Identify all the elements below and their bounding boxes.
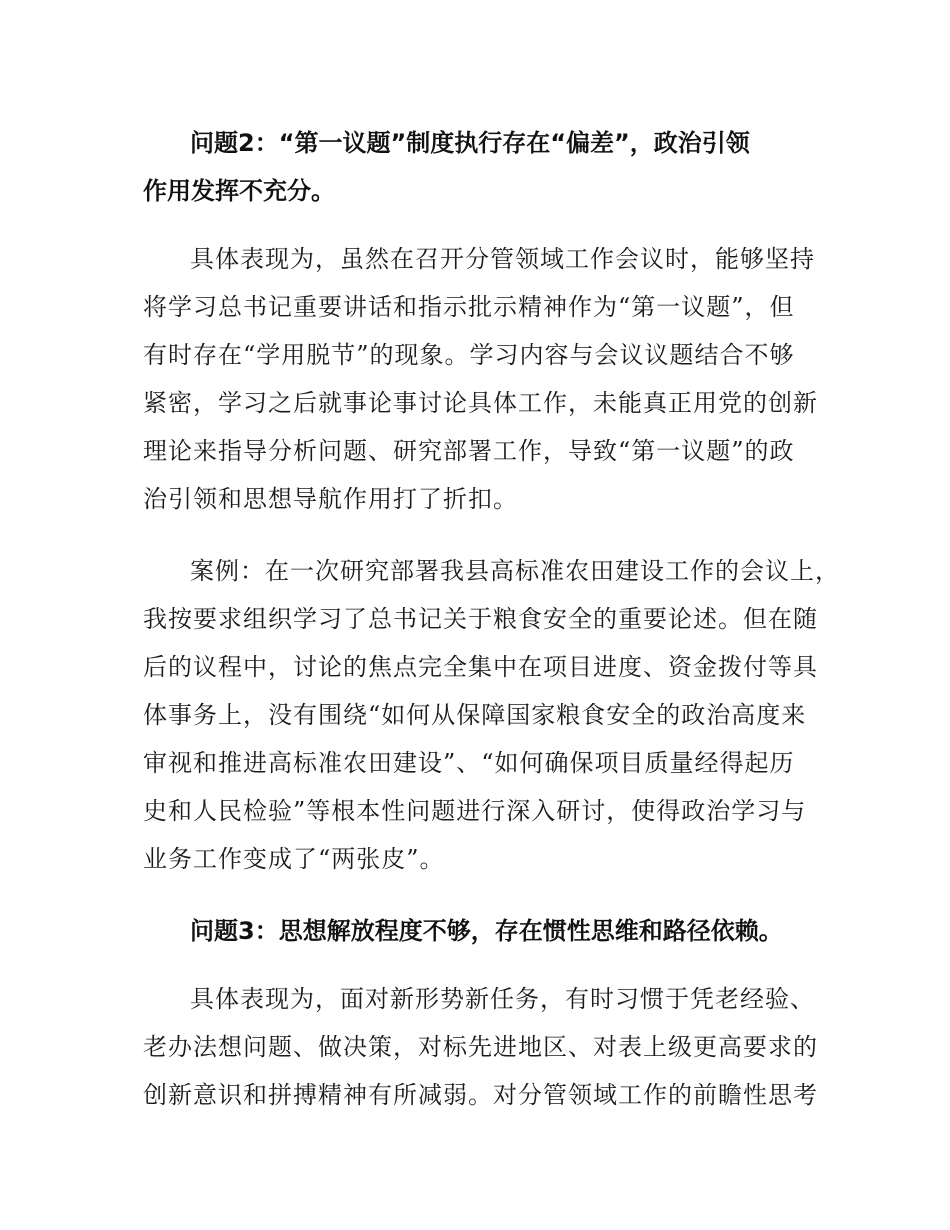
- paragraph-line: 理论来指导分析问题、研究部署工作，导致“第一议题”的政: [143, 437, 795, 465]
- paragraph-line: 将学习总书记重要讲话和指示批示精神作为“第一议题”，但: [143, 293, 795, 321]
- case-paragraph-line: 后的议程中，讨论的焦点完全集中在项目进度、资金拨付等具: [143, 653, 818, 681]
- paragraph-line: 紧密，学习之后就事论事讨论具体工作，未能真正用党的创新: [143, 389, 818, 417]
- case-paragraph-line: 我按要求组织学习了总书记关于粮食安全的重要论述。但在随: [143, 605, 818, 633]
- paragraph-line: 创新意识和拼搏精神有所减弱。对分管领域工作的前瞻性思考: [143, 1081, 818, 1109]
- paragraph-line: 治引领和思想导航作用打了折扣。: [143, 485, 518, 513]
- case-paragraph-line: 体事务上，没有围绕“如何从保障国家粮食安全的政治高度来: [143, 701, 807, 729]
- case-paragraph-line: 审视和推进高标准农田建设”、“如何确保项目质量经得起历: [143, 749, 795, 777]
- paragraph-line: 具体表现为，面对新形势新任务，有时习惯于凭老经验、: [190, 985, 815, 1013]
- heading-problem-3: 问题3：思想解放程度不够，存在惯性思维和路径依赖。: [190, 917, 783, 945]
- case-paragraph-line: 业务工作变成了“两张皮”。: [143, 845, 445, 873]
- paragraph-line: 具体表现为，虽然在召开分管领域工作会议时，能够坚持: [190, 245, 815, 273]
- heading-problem-2-line-1: 问题2：“第一议题”制度执行存在“偏差”，政治引领: [190, 129, 750, 157]
- heading-problem-2-line-2: 作用发挥不充分。: [143, 177, 335, 205]
- case-paragraph-line: 案例：在一次研究部署我县高标准农田建设工作的会议上，: [190, 557, 840, 585]
- paragraph-line: 老办法想问题、做决策，对标先进地区、对表上级更高要求的: [143, 1033, 818, 1061]
- paragraph-line: 有时存在“学用脱节”的现象。学习内容与会议议题结合不够: [143, 341, 795, 369]
- case-paragraph-line: 史和人民检验”等根本性问题进行深入研讨，使得政治学习与: [143, 797, 807, 825]
